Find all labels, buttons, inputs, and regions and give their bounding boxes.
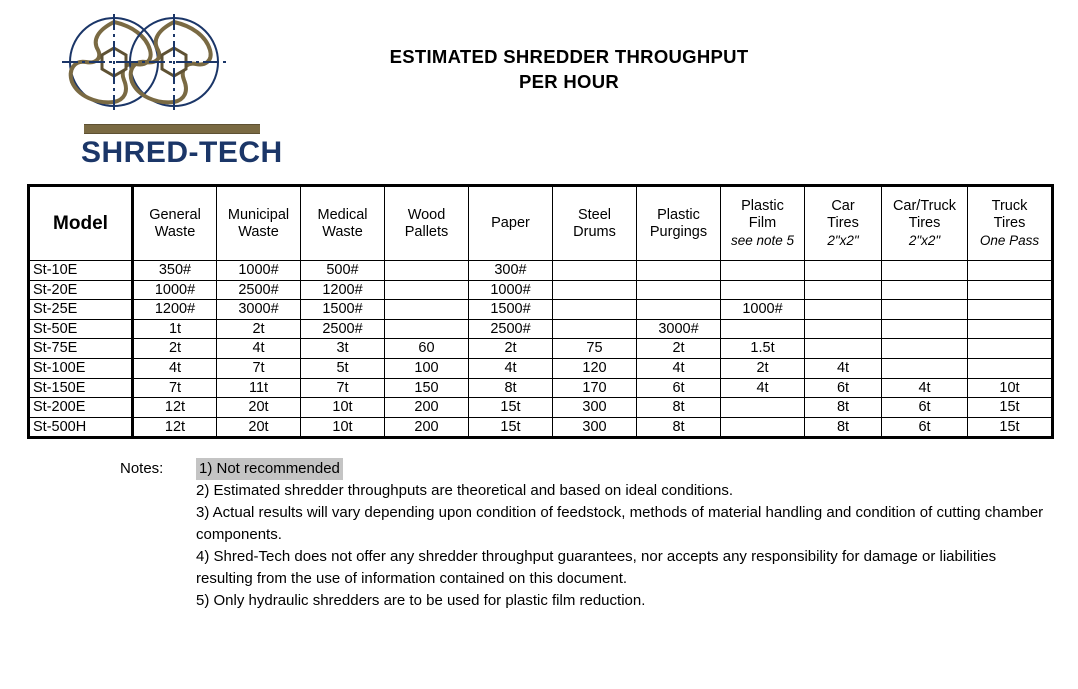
notes-label: Notes: [120, 460, 164, 477]
cell-general_waste: 350# [133, 261, 217, 281]
cell-general_waste: 1000# [133, 280, 217, 300]
cell-paper: 15t [469, 417, 553, 438]
cell-not-recommended-plastic_purgings [637, 300, 721, 320]
cell-plastic_purgings: 3000# [637, 319, 721, 339]
cell-car_truck_tires: 4t [882, 378, 968, 398]
cell-medical_waste: 1200# [301, 280, 385, 300]
cell-car_tires: 8t [805, 417, 882, 438]
cell-not-recommended-steel_drums [553, 300, 637, 320]
cell-steel_drums: 75 [553, 339, 637, 359]
cell-not-recommended-truck_tires [968, 358, 1053, 378]
cell-plastic_purgings: 8t [637, 398, 721, 418]
table-header-row [29, 186, 1053, 261]
cell-wood_pallets: 60 [385, 339, 469, 359]
cell-not-recommended-truck_tires [968, 280, 1053, 300]
column-header-model: Model [29, 186, 133, 261]
cell-paper: 8t [469, 378, 553, 398]
model-cell: St-500H [29, 417, 133, 438]
cell-car_tires: 8t [805, 398, 882, 418]
cell-not-recommended-car_truck_tires [882, 339, 968, 359]
cell-not-recommended-car_truck_tires [882, 280, 968, 300]
note-item: 3) Actual results will vary depending upon condition of feedstock, methods of material handling and condition of cutting chamber components. [196, 504, 1044, 543]
cell-truck_tires: 15t [968, 398, 1053, 418]
model-cell: St-25E [29, 300, 133, 320]
cell-medical_waste: 500# [301, 261, 385, 281]
cell-not-recommended-truck_tires [968, 261, 1053, 281]
page-title [0, 44, 1078, 94]
cell-not-recommended-steel_drums [553, 319, 637, 339]
column-header-car_truck_tires: Car/Truck Tires 2"x2" [882, 186, 968, 261]
cell-not-recommended-wood_pallets [385, 319, 469, 339]
cell-not-recommended-car_tires [805, 261, 882, 281]
model-cell: St-150E [29, 378, 133, 398]
cell-general_waste: 12t [133, 398, 217, 418]
note-item: 5) Only hydraulic shredders are to be used for plastic film reduction. [196, 592, 646, 609]
cell-wood_pallets: 100 [385, 358, 469, 378]
table-row [29, 280, 1053, 300]
cell-not-recommended-car_truck_tires [882, 319, 968, 339]
cell-not-recommended-plastic_film [721, 261, 805, 281]
model-cell: St-75E [29, 339, 133, 359]
cell-not-recommended-wood_pallets [385, 280, 469, 300]
table-header [29, 186, 1053, 261]
cell-not-recommended-plastic_film [721, 319, 805, 339]
cell-general_waste: 12t [133, 417, 217, 438]
cell-not-recommended-wood_pallets [385, 261, 469, 281]
cell-municipal_waste: 1000# [217, 261, 301, 281]
column-header-plastic_purgings: Plastic Purgings [637, 186, 721, 261]
cell-wood_pallets: 200 [385, 398, 469, 418]
note-item: 4) Shred-Tech does not offer any shredder throughput guarantees, nor accepts any responsibility for damage or liabilities resulting from the use of information contained on this document. [196, 548, 997, 587]
cell-not-recommended-wood_pallets [385, 300, 469, 320]
logo-wordmark: SHRED-TECH [81, 136, 283, 169]
cell-municipal_waste: 2t [217, 319, 301, 339]
cell-not-recommended-truck_tires [968, 339, 1053, 359]
throughput-table [27, 184, 1054, 439]
cell-paper: 300# [469, 261, 553, 281]
cell-not-recommended-plastic_film [721, 280, 805, 300]
column-header-wood_pallets: Wood Pallets [385, 186, 469, 261]
cell-general_waste: 1200# [133, 300, 217, 320]
table-row [29, 339, 1053, 359]
cell-plastic_purgings: 6t [637, 378, 721, 398]
column-header-plastic_film: Plastic Film see note 5 [721, 186, 805, 261]
table-row [29, 378, 1053, 398]
cell-not-recommended-car_tires [805, 280, 882, 300]
cell-plastic_purgings: 8t [637, 417, 721, 438]
cell-not-recommended-car_truck_tires [882, 358, 968, 378]
column-header-municipal_waste: Municipal Waste [217, 186, 301, 261]
page-title-line-1: ESTIMATED SHREDDER THROUGHPUT [389, 46, 749, 67]
cell-municipal_waste: 2500# [217, 280, 301, 300]
cell-not-recommended-car_tires [805, 319, 882, 339]
column-header-general_waste: General Waste [133, 186, 217, 261]
page-title-line-2: PER HOUR [518, 71, 620, 92]
cell-paper: 15t [469, 398, 553, 418]
column-header-subnote-truck_tires: One Pass [979, 233, 1040, 248]
note-item: 2) Estimated shredder throughputs are theoretical and based on ideal conditions. [196, 482, 734, 499]
cell-general_waste: 1t [133, 319, 217, 339]
cell-not-recommended-truck_tires [968, 319, 1053, 339]
cell-car_tires: 6t [805, 378, 882, 398]
cell-plastic_film: 1000# [721, 300, 805, 320]
model-cell: St-10E [29, 261, 133, 281]
cell-wood_pallets: 150 [385, 378, 469, 398]
model-cell: St-50E [29, 319, 133, 339]
cell-car_tires: 4t [805, 358, 882, 378]
cell-paper: 2500# [469, 319, 553, 339]
column-header-subnote-plastic_film: see note 5 [730, 233, 795, 248]
cell-paper: 4t [469, 358, 553, 378]
note-item-not-recommended-legend: 1) Not recommended [196, 458, 343, 480]
table-row [29, 358, 1053, 378]
cell-municipal_waste: 11t [217, 378, 301, 398]
cell-medical_waste: 3t [301, 339, 385, 359]
table-row [29, 319, 1053, 339]
cell-steel_drums: 300 [553, 398, 637, 418]
cell-not-recommended-car_truck_tires [882, 261, 968, 281]
model-cell: St-200E [29, 398, 133, 418]
cell-general_waste: 7t [133, 378, 217, 398]
column-header-steel_drums: Steel Drums [553, 186, 637, 261]
cell-municipal_waste: 20t [217, 398, 301, 418]
cell-paper: 1500# [469, 300, 553, 320]
cell-not-recommended-car_tires [805, 339, 882, 359]
column-header-subnote-car_tires: 2"x2" [827, 233, 859, 248]
cell-plastic_purgings: 4t [637, 358, 721, 378]
notes-list [196, 458, 1050, 612]
column-header-truck_tires: Truck Tires One Pass [968, 186, 1053, 261]
cell-plastic_film: 1.5t [721, 339, 805, 359]
model-cell: St-20E [29, 280, 133, 300]
column-header-paper: Paper [469, 186, 553, 261]
cell-municipal_waste: 4t [217, 339, 301, 359]
cell-municipal_waste: 3000# [217, 300, 301, 320]
cell-medical_waste: 7t [301, 378, 385, 398]
document-header [0, 0, 1078, 172]
model-cell: St-100E [29, 358, 133, 378]
cell-not-recommended-plastic_film [721, 417, 805, 438]
cell-truck_tires: 15t [968, 417, 1053, 438]
cell-not-recommended-car_tires [805, 300, 882, 320]
cell-municipal_waste: 20t [217, 417, 301, 438]
cell-paper: 1000# [469, 280, 553, 300]
note-item [196, 458, 1050, 480]
cell-not-recommended-steel_drums [553, 261, 637, 281]
table-row [29, 300, 1053, 320]
cell-not-recommended-plastic_purgings [637, 280, 721, 300]
cell-medical_waste: 1500# [301, 300, 385, 320]
cell-plastic_film: 2t [721, 358, 805, 378]
column-header-car_tires: Car Tires 2"x2" [805, 186, 882, 261]
cell-not-recommended-plastic_film [721, 398, 805, 418]
cell-steel_drums: 300 [553, 417, 637, 438]
table-row [29, 261, 1053, 281]
cell-not-recommended-steel_drums [553, 280, 637, 300]
cell-general_waste: 4t [133, 358, 217, 378]
logo-rule [84, 124, 260, 134]
column-header-medical_waste: Medical Waste [301, 186, 385, 261]
throughput-table-wrapper [27, 184, 1051, 439]
cell-plastic_film: 4t [721, 378, 805, 398]
cell-car_truck_tires: 6t [882, 398, 968, 418]
cell-medical_waste: 10t [301, 398, 385, 418]
cell-general_waste: 2t [133, 339, 217, 359]
cell-plastic_purgings: 2t [637, 339, 721, 359]
notes-section [120, 458, 1050, 612]
cell-not-recommended-car_truck_tires [882, 300, 968, 320]
cell-medical_waste: 10t [301, 417, 385, 438]
cell-municipal_waste: 7t [217, 358, 301, 378]
cell-steel_drums: 120 [553, 358, 637, 378]
cell-not-recommended-truck_tires [968, 300, 1053, 320]
cell-car_truck_tires: 6t [882, 417, 968, 438]
table-row [29, 417, 1053, 438]
cell-medical_waste: 2500# [301, 319, 385, 339]
cell-wood_pallets: 200 [385, 417, 469, 438]
table-row [29, 398, 1053, 418]
cell-truck_tires: 10t [968, 378, 1053, 398]
cell-steel_drums: 170 [553, 378, 637, 398]
cell-paper: 2t [469, 339, 553, 359]
cell-medical_waste: 5t [301, 358, 385, 378]
cell-not-recommended-plastic_purgings [637, 261, 721, 281]
column-header-subnote-car_truck_tires: 2"x2" [908, 233, 941, 248]
table-body [29, 261, 1053, 438]
